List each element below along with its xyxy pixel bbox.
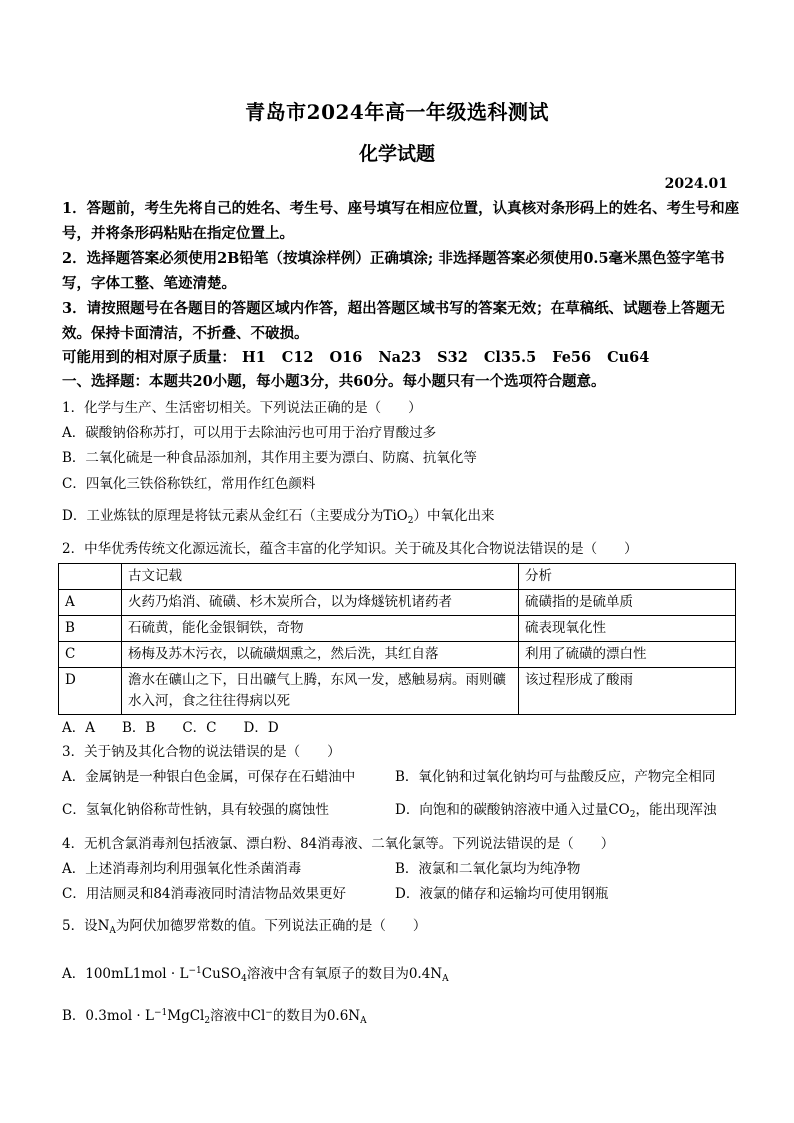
subscript: 4	[241, 974, 247, 984]
table-cell: 该过程形成了酸雨	[519, 668, 736, 715]
option-text: 溶液中含有氧原子的数目为0.4N	[246, 966, 443, 982]
option-d-text: D．工业炼钛的原理是将钛元素从金红石（主要成分为TiO	[62, 508, 408, 524]
subscript: A	[442, 974, 449, 984]
instruction-2: 2．选择题答案必须使用2B铅笔（按填涂样例）正确填涂; 非选择题答案必须使用0.5毫米黑色签字笔书写，字体工整、笔迹清楚。	[62, 250, 725, 292]
option-d-text-end: ）中氧化出来	[413, 508, 495, 524]
option-text: A．100mL1mol · L	[62, 966, 189, 982]
exam-title: 青岛市2024年高一年级选科测试	[245, 100, 549, 124]
option-text: 溶液中Cl	[210, 1008, 266, 1024]
question-4-row-1	[62, 859, 742, 879]
option-b: B．氧化钠和过氧化钠均可与盐酸反应，产物完全相同	[395, 769, 716, 785]
table-cell: D	[59, 668, 122, 715]
option-d	[395, 800, 716, 825]
question-5-stem	[62, 916, 742, 941]
question-4-stem: 4．无机含氯消毒剂包括液氯、漂白粉、84消毒液、二氧化氯等。下列说法错误的是（ ）	[62, 836, 615, 852]
option-c: C．用洁厕灵和84消毒液同时清洁物品效果更好	[62, 886, 347, 902]
option-c: C．氢氧化钠俗称苛性钠，具有较强的腐蚀性	[62, 802, 329, 818]
table-cell: A	[59, 590, 122, 616]
question-3-row-2	[62, 800, 742, 825]
atomic-mass-item: Cl35.5	[483, 349, 537, 366]
table-header-cell	[59, 564, 122, 590]
atomic-mass-item: H1	[242, 349, 266, 366]
subscript: 2	[407, 516, 414, 526]
instruction-3: 3．请按照题号在各题目的答题区域内作答，超出答题区域书写的答案无效；在草稿纸、试题卷上答题无效。保持卡面清洁，不折叠、不破损。	[62, 300, 725, 342]
instructions	[62, 196, 742, 346]
atomic-masses	[62, 348, 742, 368]
question-stem: 1．化学与生产、生活密切相关。下列说法正确的是（ ）	[62, 400, 422, 416]
atomic-mass-item: Cu64	[607, 349, 650, 366]
atomic-mass-item: Na23	[378, 349, 422, 366]
table-cell: 硫磺指的是硫单质	[519, 590, 736, 616]
question-2-stem: 2．中华优秀传统文化源远流长，蕴含丰富的化学知识。关于硫及其化合物说法错误的是（ ）	[62, 541, 638, 557]
table-cell: 利用了硫磺的漂白性	[519, 642, 736, 668]
option-c: C．四氧化三铁俗称铁红，常用作红色颜料	[62, 476, 316, 492]
question-2-options: A．A B．B C．C D．D	[62, 720, 279, 736]
option-text: 的数目为0.6N	[272, 1008, 361, 1024]
table-row	[59, 642, 736, 668]
option-a	[62, 961, 742, 989]
option-a: A．上述消毒剂均利用强氧化性杀菌消毒	[62, 861, 302, 877]
table-cell: 石硫黄，能化金银铜铁，奇物	[122, 616, 519, 642]
atomic-mass-item: Fe56	[552, 349, 592, 366]
table-row	[59, 668, 736, 715]
option-d: D．液氯的储存和运输均可使用钢瓶	[395, 886, 609, 902]
table-header-row	[59, 564, 736, 590]
table-cell: 杨梅及苏木污衣，以硫磺烟熏之，然后洗，其红自落	[122, 642, 519, 668]
superscript: −	[265, 1008, 273, 1018]
exam-subtitle: 化学试题	[358, 143, 435, 165]
option-b: B．二氧化硫是一种食品添加剂，其作用主要为漂白、防腐、抗氧化等	[62, 450, 477, 466]
subscript: 2	[204, 1016, 211, 1026]
question-1	[62, 398, 742, 418]
table-row	[59, 616, 736, 642]
question-3-row-1	[62, 767, 742, 787]
exam-date: 2024.01	[664, 176, 728, 192]
question-2-table	[58, 563, 736, 715]
option-b	[62, 1003, 742, 1031]
table-header-cell: 分析	[519, 564, 736, 590]
atomic-mass-item: S32	[437, 349, 468, 366]
atomic-mass-item: O16	[329, 349, 363, 366]
question-3-stem: 3．关于钠及其化合物的说法错误的是（ ）	[62, 744, 341, 760]
stem-text: 5．设N	[62, 918, 110, 934]
option-a: A．金属钠是一种银白色金属，可保存在石蜡油中	[62, 769, 356, 785]
option-d	[62, 506, 742, 531]
option-text: MgCl	[167, 1008, 205, 1024]
option-b: B．液氯和二氧化氯均为纯净物	[395, 861, 581, 877]
question-4-row-2	[62, 884, 742, 904]
option-a: A．碳酸钠俗称苏打，可以用于去除油污也可用于治疗胃酸过多	[62, 425, 437, 441]
superscript: −1	[188, 966, 202, 976]
table-cell: C	[59, 642, 122, 668]
option-text: B．0.3mol · L	[62, 1008, 154, 1024]
table-cell: 澹水在礦山之下，日出礦气上腾，东风一发，感触易病。雨则礦水入河，食之往往得病以死	[122, 668, 519, 715]
atomic-masses-label: 可能用到的相对原子质量：	[62, 349, 236, 366]
table-cell: B	[59, 616, 122, 642]
superscript: −1	[153, 1008, 168, 1018]
option-text: CuSO	[201, 966, 242, 982]
table-header-cell: 古文记载	[122, 564, 519, 590]
option-d-text: D．向饱和的碳酸钠溶液中通入过量CO	[395, 802, 630, 818]
atomic-mass-item: C12	[281, 349, 314, 366]
option-d-text-end: ，能出现浑浊	[635, 802, 717, 818]
table-cell: 火药乃焰消、硫磺、杉木炭所合，以为烽燧铳机诸药者	[122, 590, 519, 616]
table-row	[59, 590, 736, 616]
subscript: A	[109, 926, 116, 936]
subscript: 2	[629, 810, 636, 820]
section-heading: 一、选择题：本题共20小题，每小题3分，共60分。每小题只有一个选项符合题意。	[62, 373, 606, 390]
table-cell: 硫表现氧化性	[519, 616, 736, 642]
instruction-1: 1．答题前，考生先将自己的姓名、考生号、座号填写在相应位置，认真核对条形码上的姓名、考生号和座号，并将条形码粘贴在指定位置上。	[62, 200, 740, 242]
stem-text-end: 为阿伏加德罗常数的值。下列说法正确的是（ ）	[115, 918, 427, 934]
subscript: A	[360, 1016, 367, 1026]
